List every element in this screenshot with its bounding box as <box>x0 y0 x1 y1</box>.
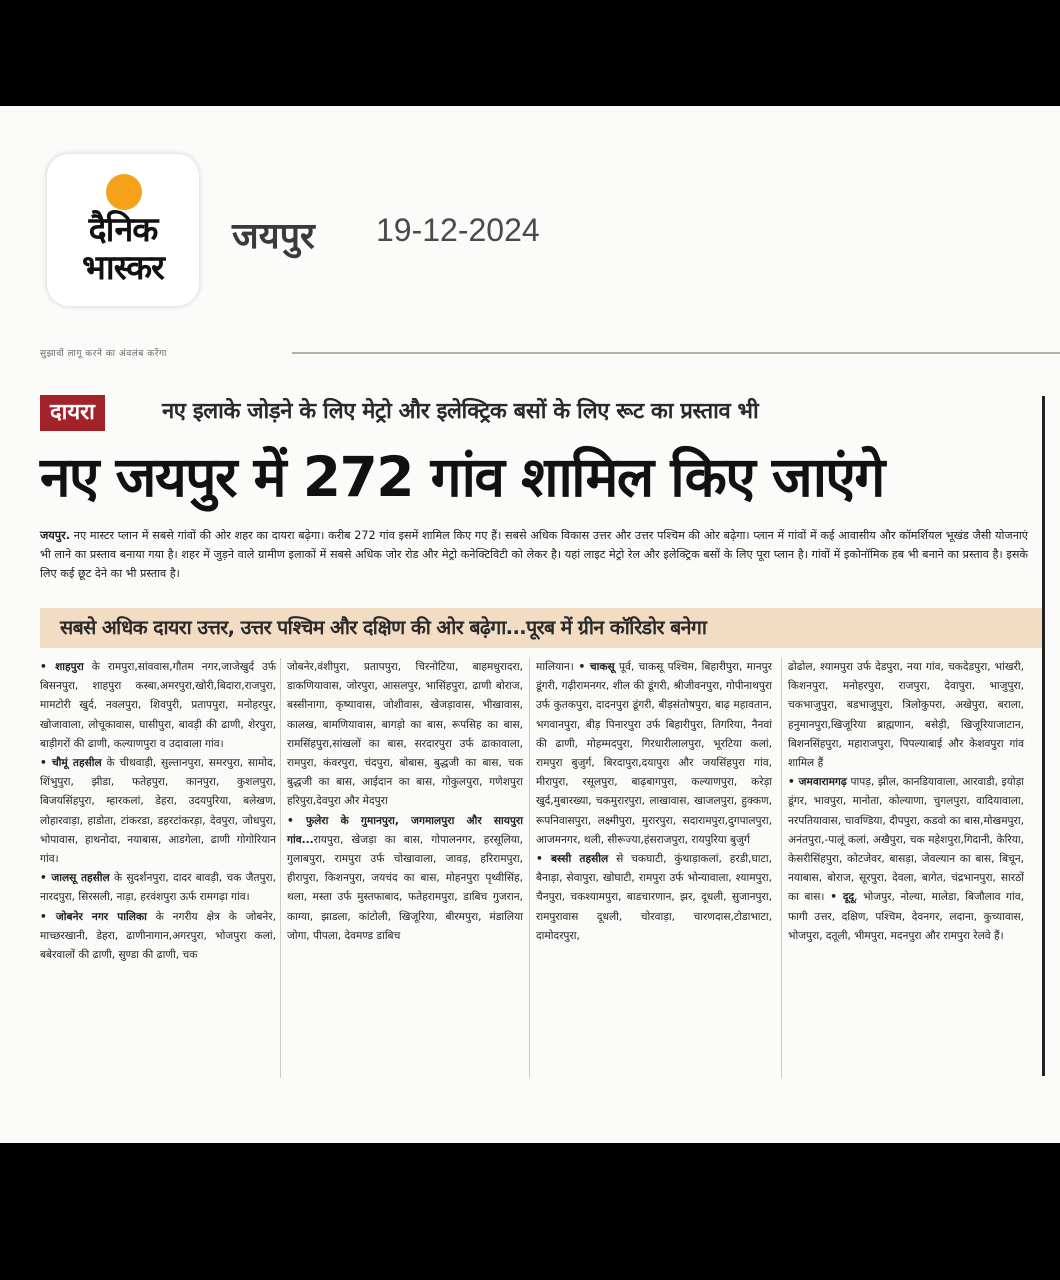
paragraph-text: ढोढोल, श्यामपुरा उर्फ देडपुरा, नया गांव, चकदेडपुरा, भांखरी, किशनपुरा, मनोहरपुरा, राजपुरा, देवापुरा, भाजुपुरा, चकभाजुपुरा, बडभाजुपुरा, त्रिलोकुपरा, अखेपुरा, बराला, हनुमानपुरा,खिजूरिया ब्राह्मणान, बसेड़ी, खिजूरियाजाटान, बिशनसिंहपुरा, महाराजपुरा, पिपल्याबाई और केशवपुरा गांव शामिल हैं <box>788 661 1024 770</box>
region-lead: • जालसू तहसील <box>40 872 110 885</box>
column-4 <box>788 658 1024 946</box>
paragraph-text: जोबनेर,वंशीपुरा, प्रतापपुरा, चिरनोटिया, बाहमधुरादरा, डाकणियावास, जोरपुरा, आसलपुर, भासिंहपुरा, ढाणी बोराज, बस्सीनागा, कृष्यावास, जोशीवास, खेजड़ावास, भीखावास, कालख, बामणियावास, बागड़ो का बास, रूपसिह का बास, रामसिंहपुरा,सांखलों का बास, सरदारपुरा उर्फ ढाकावाला, रामपुरा, कंवरपुरा, चंदपुरा, बोबास, बुद्धजी का बास, चक बुद्धजी का बास, आईदान का बास, गोकुलपुरा, गणेशपुरा हरिपुरा,देवपुरा और मेदपुरा <box>287 661 523 808</box>
paragraph-text: के रामपुरा,सांववास,गौतम नगर,जाजेखुर्द उर्फ बिसनपुरा, शाहपुरा कस्बा,अमरपुरा,खोरी,बिदारा,राजपुरा, मामटोरी खुर्द, नवलपुरा, शिवपुरी, प्रतापपुरा, मनोहरपुर, खोजावाला, लोचूकावास, घासीपुरा, बावड़ी की ढाणी, शेरपुरा, बाड़ीगरों की ढाणी, कल्याणपुरा व उदावाला गांव। <box>40 661 276 750</box>
paragraph <box>788 773 1024 946</box>
paragraph <box>40 869 276 907</box>
top-divider <box>292 352 1060 354</box>
paragraph <box>788 658 1024 773</box>
edition-date: 19-12-2024 <box>376 212 540 248</box>
logo-text-line1: दैनिक <box>88 210 158 250</box>
paragraph-text: पापड़, झील, कानडियावाला, आरवाडी, इयोड़ा डूंगर, भावपुरा, मानोता, कोल्याणा, चुगलपुरा, वादियावाला, नरपतियावास, चावण्डिया, दीपपुरा, कडवो का बास,मोखमपुरा, अनंतपुरा,-पालूं कलां, अखैपुरा, चक महेशपुरा,गिदानी, केरिया, केसरीसिंहपुरा, कोटजेवर, बासड़ा, जेवल्यान का बास, बिचून, नयाबास, बोराज, सूरपुरा, देवला, बागेत, चंद्रभानपुरा, सारठों का बास। <box>788 776 1024 904</box>
paragraph <box>40 754 276 869</box>
section-band-text: सबसे अधिक दायरा उत्तर, उत्तर पश्चिम और दक्षिण की ओर बढ़ेगा...पूरब में ग्रीन कॉरिडोर बनेगा <box>60 616 707 639</box>
region-lead: • चौमूं तहसील <box>40 757 102 770</box>
region-lead: • बस्सी तहसील <box>536 853 609 866</box>
paragraph <box>536 850 772 946</box>
paragraph <box>287 812 523 946</box>
paragraph-text: के सुदर्शनपुरा, दादर बावड़ी, चक जैतपुरा, नारदपुरा, सिरसली, नाड़ा, हरवंशपुरा ऊर्फ रामगढ़ा गांव। <box>40 872 276 904</box>
right-border <box>1042 396 1045 1076</box>
logo-text-line2: भास्कर <box>82 248 164 288</box>
subheadline: नए इलाके जोड़ने के लिए मेट्रो और इलेक्ट्रिक बसों के लिए रूट का प्रस्ताव भी <box>162 399 759 424</box>
paragraph <box>40 908 276 966</box>
region-lead: • शाहपुरा <box>40 661 84 673</box>
region-lead: • फुलेरा के गुमानपुरा, जगमालपुरा और सायपुरा गांव... <box>287 814 523 846</box>
paragraph-text: के चीथवाड़ी, सुल्तानपुरा, समरपुरा, सामोद, शिंभुपुरा, झीडा, फतेहपुरा, कानपुरा, कुशलपुरा, बिजयसिंहपुरा, म्हारकलां, डेहरा, उदयपुरिया, बलेखण, लोहारवाड़ा, हाडोता, टांकरडा, डहरटांकरड़ा, देवपुरा, जोधपुरा, भोपावास, हाथनोदा, नयाबास, आडगेला, ढाणी गोगोरियान गांव। <box>40 757 276 866</box>
column-divider <box>280 658 281 1078</box>
edition-city: जयपुर <box>232 216 315 257</box>
column-2 <box>287 658 523 946</box>
dainik-bhaskar-logo <box>47 154 199 306</box>
newspaper-clipping <box>0 106 1060 1143</box>
column-divider <box>781 658 782 1078</box>
section-band <box>40 608 1042 648</box>
paragraph-text: मालियान। <box>536 661 574 673</box>
region-lead: • चाकसू <box>573 661 615 673</box>
column-1 <box>40 658 276 965</box>
headline: नए जयपुर में 272 गांव शामिल किए जाएंगे <box>40 445 884 509</box>
region-lead: • दूदू <box>824 891 855 904</box>
paragraph-text: , भोजपुर, नोल्या, मालेडा, बिजौलाव गांव, फागी उत्तर, दक्षिण, पश्चिम, देवनगर, लदाना, कुच्यावास, भोजपुरा, दतूली, भीमपुरा, मदनपुरा और रामपुरा रेलवे हैं। <box>788 891 1024 942</box>
column-divider <box>529 658 530 1078</box>
paragraph <box>287 658 523 812</box>
intro-text: नए मास्टर प्लान में सबसे गांवों की ओर शहर का दायरा बढ़ेगा। करीब 272 गांव इसमें शामिल किए गए हैं। सबसे अधिक विकास उत्तर और उत्तर पश्चिम की ओर बढ़ेगा। प्लान में गांवों में कई आवासीय और कॉमर्शियल भूखंड जैसी योजनाएं भी लाने का प्रस्ताव बनाया गया है। शहर में जुड़ने वाले ग्रामीण इलाकों में सबसे अधिक जोर रोड और मेट्रो कनेक्टिविटी को लेकर है। यहां लाइट मेट्रो रेल और इलेक्ट्रिक बसों के लिए पूरा प्लान है। गांवों में इकोनॉमिक हब भी बनाने का प्रस्ताव है। इसके लिए कई छूट देने का भी प्रस्ताव है। <box>40 529 1028 580</box>
region-lead: • जोबनेर नगर पालिका <box>40 910 147 923</box>
paragraph-text: के नगरीय क्षेत्र के जोबनेर, माच्छरखानी, डेहरा, ढाणीनागान,अगरपुरा, भोजपुरा कलां, बबेरवालों की ढाणी, सुण्डा की ढाणी, चक <box>40 910 276 962</box>
kicker-label: दायरा <box>40 395 105 431</box>
paragraph <box>536 658 772 850</box>
paragraph <box>40 658 276 754</box>
dateline: जयपुर. <box>40 529 70 542</box>
region-lead: • जमवारामगढ़ <box>788 776 847 789</box>
paragraph-text: से चकघाटी, कुंथाड़ाकलां, हरडी,घाटा, बैनाड़ा, सेवापुरा, खोघाटी, रामपुरा उर्फ भोन्यावाला, श्यामपुरा, चैनपुरा, चकश्यामपुरा, बाडचारणान, झर, दूधली, सुजानपुरा, रामपुरावास दूधली, चोरवाड़ा, चारणदास,टोडाभाटा, दामोदरपुरा, <box>536 853 772 942</box>
paragraph-text: पूर्व, चाकसू पश्चिम, बिहारीपुरा, मानपुर डूंगरी, गढ़ीरामनगर, शील की डूंगरी, श्रीजीवनपुरा, गोपीनाथपुरा उर्फ कुतकपुरा, दादनपुरा डूंगरी, बीड़संतोषपुरा, बाढ़ महावतान, भगवानपुरा, बीड़ पिनारपुरा उर्फ बिहारीपुरा, तिगरिया, नैनवां की ढाणी, मोहम्मदपुरा, गिरधारीलालपुरा, भूरटिया कलां, रामपुरा बुजुर्ग, बिरदापुरा,दयापुरा और जयसिंहपुरा गांव, मीरापुरा, रसूलपुरा, बाढ़बागपुरा, कल्याणपुरा, करेड़ा खुर्द,मुबारख्या, चकमुरारपुरा, लाखावास, खाजलपुरा, हुक्कण, रूपनिवासपुरा, लक्ष्मीपुरा, मुरारपुरा, सदारामपुरा,दुगपालपुरा, आजमनगर, थली, सीरूज्या,हंसराजपुरा, रायपुरिया बुजुर्ग <box>536 661 772 846</box>
cut-text-fragment: सुझावों लागू करने का अंवलंब करेंगा <box>40 349 167 359</box>
paragraph-text: रायपुरा, खेजड़ा का बास, गोपालनगर, हरसूलिया, गुलाबपुरा, रामपुरा उर्फ चोखावाला, जावड़, हरिरामपुरा, हीरापुरा, किशनपुरा, जयचंद का बास, मोहनपुरा पृथ्वीसिंह, थला, मस्ता उर्फ मुस्तफाबाद, फतेहरामपुरा, डाबिच गुजरान, काग्या, झाडला, कांटोली, खिजूरिया, बीरमपुरा, मंडालिया जोगा, पीपला, देवमण्ड डाबिच <box>287 833 523 942</box>
sun-icon <box>106 174 142 210</box>
intro-paragraph <box>40 526 1028 583</box>
column-3 <box>536 658 772 946</box>
